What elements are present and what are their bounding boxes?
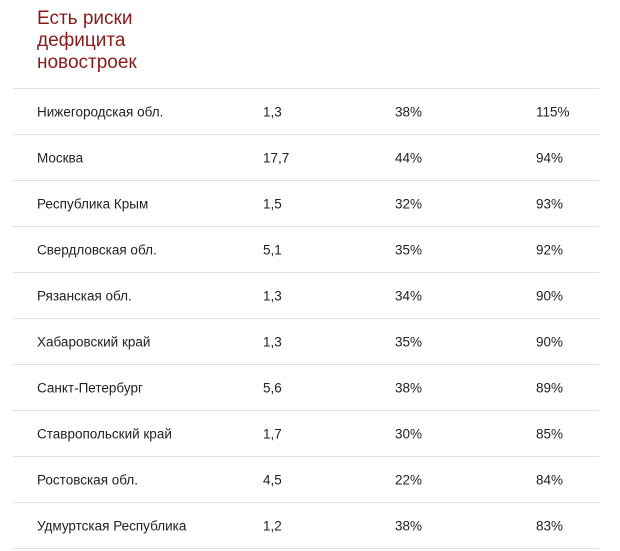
value-c: 89% [536, 380, 564, 395]
value-c: 92% [536, 242, 564, 257]
region-name: Рязанская обл. [37, 288, 132, 303]
region-name: Москва [37, 150, 84, 165]
table-row [13, 365, 599, 411]
table-row [13, 89, 599, 135]
region-name: Нижегородская обл. [37, 104, 164, 119]
value-a: 1,5 [263, 196, 282, 211]
region-name: Ростовская обл. [37, 472, 139, 487]
value-a: 1,3 [263, 288, 282, 303]
value-b: 32% [395, 196, 423, 211]
table-row [13, 411, 599, 457]
value-c: 85% [536, 426, 564, 441]
value-b: 35% [395, 334, 423, 349]
value-c: 93% [536, 196, 564, 211]
title-line-1: Есть риски [37, 8, 133, 29]
value-b: 38% [395, 104, 423, 119]
value-c: 90% [536, 334, 564, 349]
title-line-3: новостроек [37, 52, 137, 73]
value-b: 30% [395, 426, 423, 441]
table-row [13, 227, 599, 273]
region-name: Удмуртская Республика [37, 518, 187, 533]
value-b: 44% [395, 150, 423, 165]
value-a: 5,1 [263, 242, 282, 257]
region-name: Санкт-Петербург [37, 380, 143, 395]
value-c: 94% [536, 150, 564, 165]
value-b: 38% [395, 518, 423, 533]
value-a: 17,7 [263, 150, 290, 165]
regions-table [13, 88, 599, 549]
region-name: Свердловская обл. [37, 242, 157, 257]
table-row [13, 457, 599, 503]
value-b: 34% [395, 288, 423, 303]
page-title [37, 8, 237, 74]
region-name: Ставропольский край [37, 426, 172, 441]
region-name: Хабаровский край [37, 334, 151, 349]
value-c: 90% [536, 288, 564, 303]
value-a: 1,3 [263, 104, 282, 119]
table-row [13, 273, 599, 319]
value-b: 22% [395, 472, 423, 487]
title-line-2: дефицита [37, 30, 126, 51]
table-row [13, 503, 599, 549]
table-row [13, 135, 599, 181]
value-a: 5,6 [263, 380, 282, 395]
value-c: 84% [536, 472, 564, 487]
table-row [13, 319, 599, 365]
value-a: 4,5 [263, 472, 282, 487]
value-a: 1,3 [263, 334, 282, 349]
region-name: Республика Крым [37, 196, 149, 211]
value-a: 1,7 [263, 426, 282, 441]
value-b: 35% [395, 242, 423, 257]
value-b: 38% [395, 380, 423, 395]
value-a: 1,2 [263, 518, 282, 533]
value-c: 115% [536, 104, 570, 119]
value-c: 83% [536, 518, 564, 533]
table-row [13, 181, 599, 227]
